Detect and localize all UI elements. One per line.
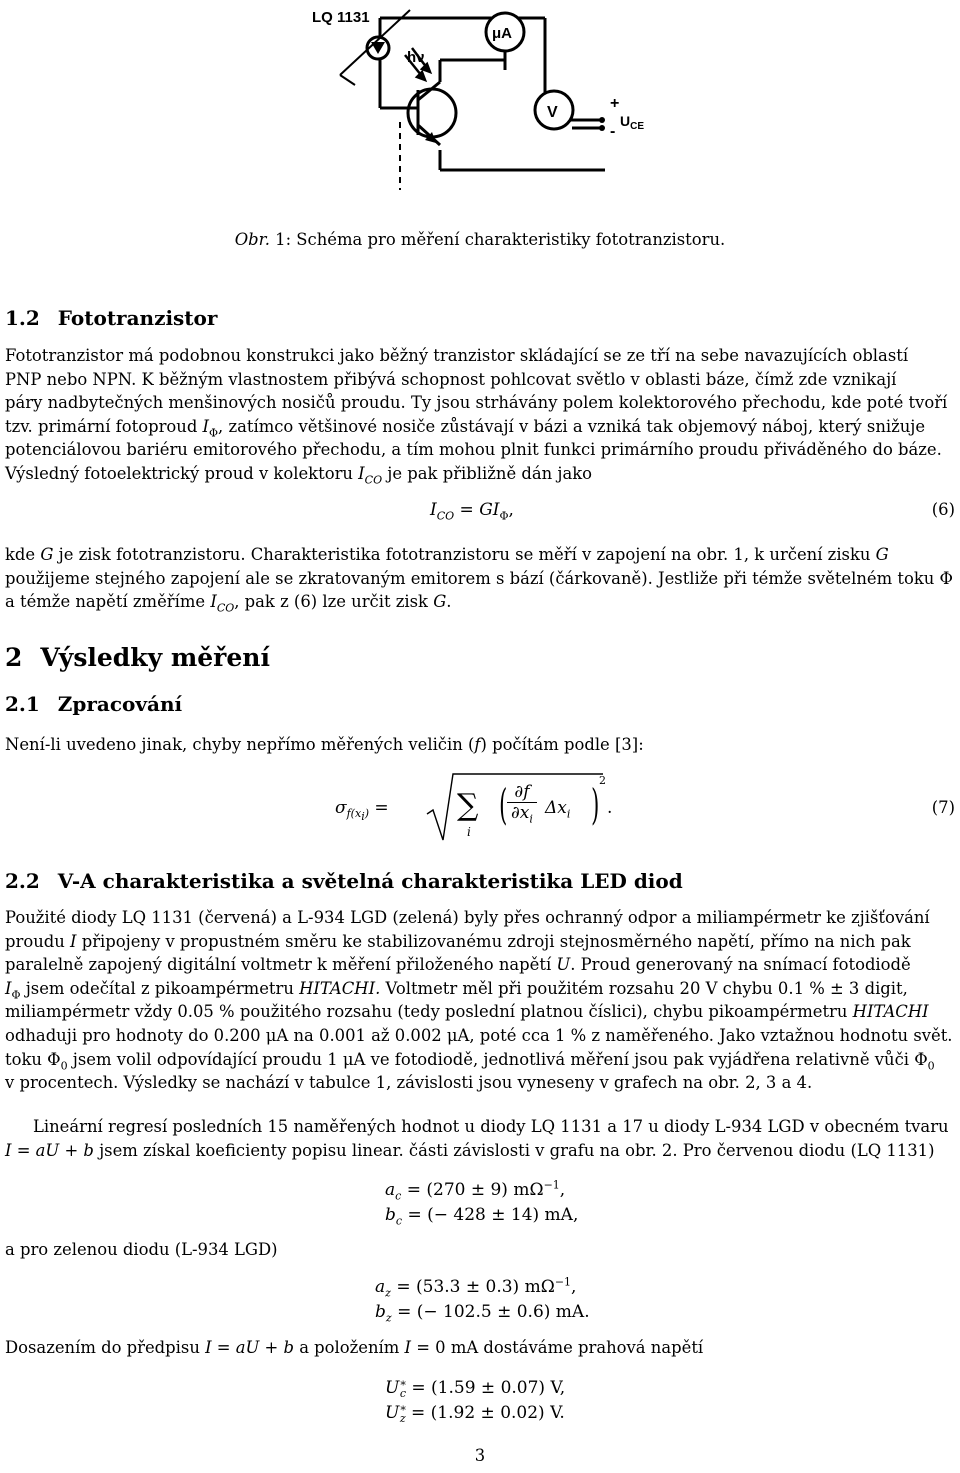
figure-caption: Obr. 1: Schéma pro měření charakteristiky fototranzistoru. [234,230,726,249]
section-heading-1-2: 1.2 Fototranzistor [5,306,218,330]
page-number: 3 [474,1446,486,1465]
paragraph-phototransistor: Fototranzistor má podobnou konstrukci jako běžný tranzistor skládající se ze tří na sebe navazujících oblastí PNP nebo NPN. K běžným vlastnostem přibývá schopnost pohlcovat světlo v oblasti báze, čímž zde vznikají páry nadbytečných menšinových nosičů proudu. Ty jsou strhávány polem kolektorového přechodu, kde poté tvoří tzv. primární fotoproud $I_\Phi$, zatímco většinové nosiče zůstávají v bázi a vzniká tak objemový náboj, který snižuje potenciálovou bariéru emitorového přechodu, a tím mohou plnit funkci primárního proudu přiváděného do báze. Výsledný fotoelektrický proud v kolektoru $I_{CO}$ je pak přibližně dán jako [5,346,948,487]
green-diode-coefficients: $a_z = (53.3 \pm 0.3)$ $m\Omega^{-1}$, $b_z$ = (− 102.5 ± 0.6) mA. [375,1275,590,1325]
plus-label: + [610,95,620,112]
equation-6: $I_{CO} = GI_\Phi$, [430,500,514,523]
paragraph-led-measurement: Použité diody LQ 1131 (červená) a L-934 LGD (zelená) byly přes ochranný odpor a miliampérmetr ke zjišťování proudu I připojeny v propustném směru ke stabilizovanému zdroji stejnosměrného napětí, přímo na nich pak paralelně zapojený digitální voltmetr k měření přiloženého napětí U. Proud generovaný na snímací fotodiodě $I_\Phi$ jsem odečítal z pikoampérmetru HITACHI. Voltmetr měl při použitém rozsahu 20 V chybu 0.1 % ± 3 digit, miliampérmetr vždy 0.05 % použitého rozsahu (tedy poslední platnou číslici), chybu pikoampérmetru HITACHI odhaduji pro hodnoty do 0.200 μA na 0.001 až 0.002 μA, poté cca 1 % z naměřeného. Jako vztažnou hodnotu svět. toku $\Phi_0$ jsem volil odpovídající proudu 1 μA ve fotodiodě, jednotlivá měření jsou pak vyjádřena relativně vůči $\Phi_0$ v procentech. Výsledky se nachází v tabulce 1, závislosti jsou vyneseny v grafech na obr. 2, 3 a 4. [5,908,953,1093]
ammeter-label: μA [492,25,513,42]
paragraph-threshold: Dosazením do předpisu I = aU + b a položením I = 0 mA dostáváme prahová napětí [5,1338,704,1357]
photon-label: hν [407,49,425,66]
section-heading-2-2: 2.2 V-A charakteristika a světelná charakteristika LED diod [5,869,683,893]
paragraph-error-propagation: Není-li uvedeno jinak, chyby nepřímo měřených veličin (f) počítám podle [3]: [5,735,644,754]
paragraph-gain: kde G je zisk fototranzistoru. Charakteristika fototranzistoru se měří v zapojení na obr. 1, k určení zisku G použijeme stejného zapojení ale se zkratovaným emitorem s bází (čárkovaně). Jestliže při témže světelném toku Φ a témže napětí změříme $I_{CO}$, pak z (6) lze určit zisk G. [5,545,953,615]
red-diode-coefficients: $a_c = (270 \pm 9)$ $m\Omega^{-1}$, $b_c$ = (− 428 ± 14) mA, [385,1178,579,1228]
paragraph-linear-regression: Lineární regresí posledních 15 naměřených hodnot u diody LQ 1131 a 17 u diody L-934 LGD v obecném tvaru I = aU + b jsem získal koeficienty popisu linear. části závislosti v grafu na obr. 2. Pro červenou diodu (LQ 1131) [5,1117,949,1160]
threshold-voltages: $U^∗_c = (1.59 \pm 0.07)$ V, $U^∗_z = (1.92 \pm 0.02)$ V. [385,1376,566,1426]
equation-number-7: (7) [931,798,955,817]
section-heading-2: 2 Výsledky měření [5,643,270,672]
equation-7: $\sigma_{f(x_i)}$ = ∑ i ( $\frac{\partial f}{\partial x_i}$ $\Delta x_i$ ) 2 . [335,774,613,839]
circuit-schematic [300,0,660,220]
uce-label: $U_{CE}$ [620,113,645,132]
green-diode-intro: a pro zelenou diodu (L-934 LGD) [5,1240,278,1259]
phototransistor-symbol [408,89,456,137]
voltmeter-label: V [547,104,558,121]
device-label: LQ 1131 [312,9,370,26]
equation-number-6: (6) [931,500,955,519]
section-heading-2-1: 2.1 Zpracování [5,692,183,716]
minus-label: - [610,123,616,140]
